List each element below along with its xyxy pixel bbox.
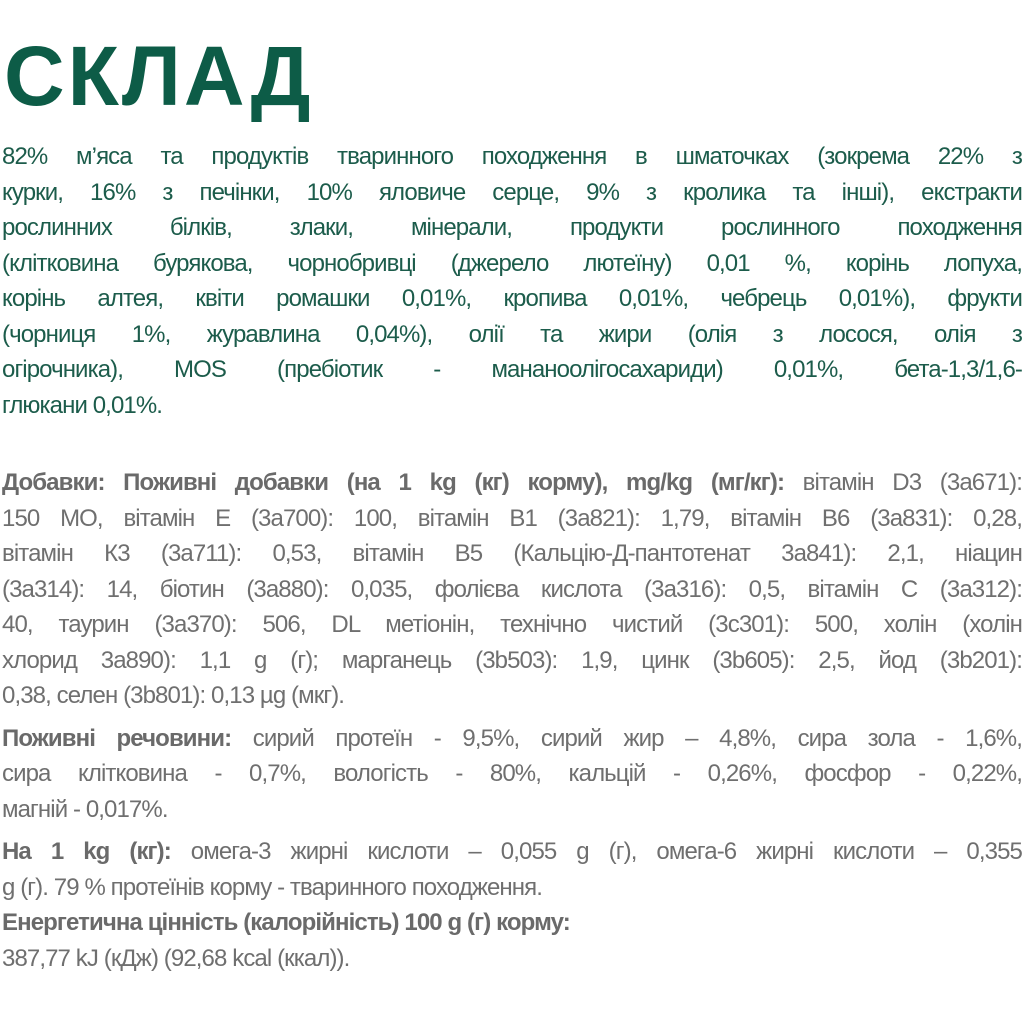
composition-line: рослинних білків, злаки, мінерали, продукти рослинного походження xyxy=(2,214,1022,241)
nutrients-line: сира клітковина - 0,7%, вологість - 80%, кальцій - 0,26%, фосфор - 0,22%, xyxy=(2,760,1022,787)
per-kg-label: На 1 kg (кг): xyxy=(2,838,171,865)
composition-line: 82% м’яса та продуктів тваринного походження в шматочках (зокрема 22% з xyxy=(2,143,1022,170)
page-title: СКЛАД xyxy=(4,29,314,123)
composition-line: (чорниця 1%, журавлина 0,04%), олії та жири (олія з лосося, олія з xyxy=(2,320,1022,348)
nutrients-line: магній - 0,017%. xyxy=(2,795,168,823)
composition-line: (клітковина бурякова, чорнобривці (джерело лютеїну) 0,01 %, корінь лопуха, xyxy=(2,249,1022,277)
per-kg-line: g (г). 79 % протеїнів корму - тваринного походження. xyxy=(2,873,543,901)
additives-line: (3а314): 14, біотин (3а880): 0,035, фолієва кислота (3а316): 0,5, вітамін С (3а312): xyxy=(2,575,1022,603)
additives-line: хлорид 3а890): 1,1 g (г); марганець (3b503): 1,9, цинк (3b605): 2,5, йод (3b201): xyxy=(2,646,1022,674)
energy-label-text: Енергетична цінність (калорійність) 100 g (г) корму: xyxy=(2,909,570,936)
nutrition-info xyxy=(2,465,1022,976)
per-kg-line xyxy=(2,834,1022,870)
additives-line: 0,38, селен (3b801): 0,13 µg (мкг). xyxy=(2,682,345,709)
composition-line: корінь алтея, квіти ромашки 0,01%, кропива 0,01%, чебрець 0,01%), фрукти xyxy=(2,285,1022,312)
composition-text xyxy=(2,139,1022,423)
nutrients-label: Поживні речовини: xyxy=(2,724,232,752)
energy-label xyxy=(2,905,1022,941)
composition-line: курки, 16% з печінки, 10% яловиче серце, 9% з кролика та інші), екстракти xyxy=(2,178,1022,206)
additives-line: вітамін К3 (3а711): 0,53, вітамін В5 (Кальцію-Д-пантотенат 3а841): 2,1, ніацин xyxy=(2,540,1022,567)
additives-line xyxy=(2,465,1022,501)
additives-line: 150 МО, вітамін Е (3а700): 100, вітамін В1 (3а821): 1,79, вітамін В6 (3а831): 0,28, xyxy=(2,504,1022,532)
energy-value: 387,77 kJ (кДж) (92,68 kcal (ккал)). xyxy=(2,944,350,972)
composition-line: огірочника), MOS (пребіотик - мананоолігосахариди) 0,01%, бета-1,3/1,6- xyxy=(2,356,1022,383)
composition-line: глюкани 0,01%. xyxy=(2,391,163,419)
additives-line: 40, таурин (3а370): 506, DL метіонін, технічно чистий (3с301): 500, холін (холін xyxy=(2,611,1022,638)
additives-text: вітамін D3 (3а671): xyxy=(784,469,1022,496)
nutrients-text: сирий протеїн - 9,5%, сирий жир – 4,8%, сира зола - 1,6%, xyxy=(231,724,1022,752)
additives-label: Добавки: Поживні добавки (на 1 kg (кг) корму), mg/kg (мг/кг): xyxy=(2,469,785,496)
per-kg-text: омега-3 жирні кислоти – 0,055 g (г), омега-6 жирні кислоти – 0,355 xyxy=(170,838,1022,865)
nutrients-line xyxy=(2,721,1022,757)
